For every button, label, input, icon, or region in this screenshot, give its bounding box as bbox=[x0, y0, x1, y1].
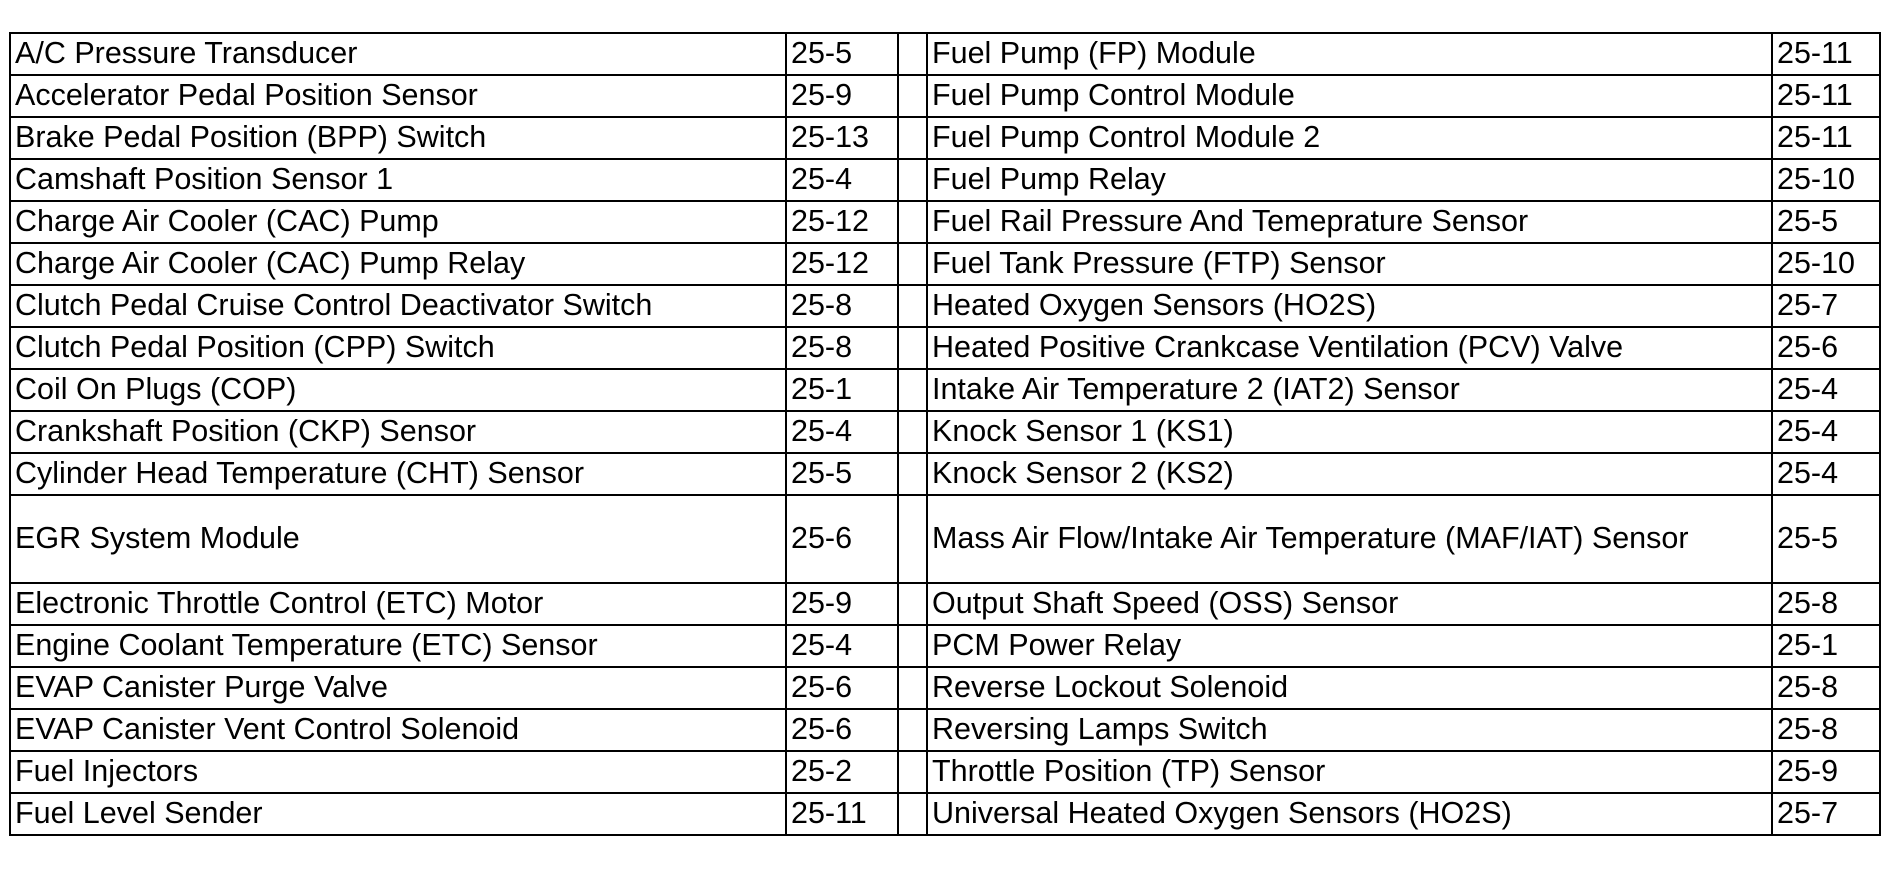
component-name-cell: Accelerator Pedal Position Sensor bbox=[10, 75, 786, 117]
component-name-cell: Throttle Position (TP) Sensor bbox=[927, 751, 1772, 793]
component-name-cell: Clutch Pedal Cruise Control Deactivator Switch bbox=[10, 285, 786, 327]
component-name-cell: Brake Pedal Position (BPP) Switch bbox=[10, 117, 786, 159]
page-reference-cell: 25-5 bbox=[786, 33, 898, 75]
page-reference-cell: 25-1 bbox=[1772, 625, 1880, 667]
component-name-cell: PCM Power Relay bbox=[927, 625, 1772, 667]
table-row bbox=[10, 201, 1880, 243]
component-name-cell: Fuel Injectors bbox=[10, 751, 786, 793]
column-separator bbox=[898, 369, 927, 411]
page-reference-cell: 25-4 bbox=[786, 625, 898, 667]
column-separator bbox=[898, 75, 927, 117]
table-row bbox=[10, 159, 1880, 201]
component-name-cell: Reverse Lockout Solenoid bbox=[927, 667, 1772, 709]
column-separator bbox=[898, 411, 927, 453]
page-reference-cell: 25-12 bbox=[786, 201, 898, 243]
column-separator bbox=[898, 495, 927, 583]
component-name-cell: Electronic Throttle Control (ETC) Motor bbox=[10, 583, 786, 625]
component-name-cell: Clutch Pedal Position (CPP) Switch bbox=[10, 327, 786, 369]
column-separator bbox=[898, 583, 927, 625]
component-name-cell: Fuel Pump Control Module bbox=[927, 75, 1772, 117]
column-separator bbox=[898, 709, 927, 751]
page-reference-cell: 25-6 bbox=[786, 667, 898, 709]
component-name-cell: Heated Positive Crankcase Ventilation (PCV) Valve bbox=[927, 327, 1772, 369]
table-row bbox=[10, 243, 1880, 285]
column-separator bbox=[898, 201, 927, 243]
component-name-cell: Cylinder Head Temperature (CHT) Sensor bbox=[10, 453, 786, 495]
component-name-cell: Charge Air Cooler (CAC) Pump bbox=[10, 201, 786, 243]
component-name-cell: Charge Air Cooler (CAC) Pump Relay bbox=[10, 243, 786, 285]
table-row bbox=[10, 583, 1880, 625]
column-separator bbox=[898, 625, 927, 667]
column-separator bbox=[898, 33, 927, 75]
component-name-cell: Mass Air Flow/Intake Air Temperature (MAF/IAT) Sensor bbox=[927, 495, 1772, 583]
page-reference-cell: 25-8 bbox=[786, 285, 898, 327]
page-reference-cell: 25-11 bbox=[1772, 117, 1880, 159]
page-reference-cell: 25-12 bbox=[786, 243, 898, 285]
table-row bbox=[10, 709, 1880, 751]
component-name-cell: Reversing Lamps Switch bbox=[927, 709, 1772, 751]
component-name-cell: Fuel Tank Pressure (FTP) Sensor bbox=[927, 243, 1772, 285]
table-row bbox=[10, 411, 1880, 453]
component-name-cell: Knock Sensor 1 (KS1) bbox=[927, 411, 1772, 453]
component-name-cell: Universal Heated Oxygen Sensors (HO2S) bbox=[927, 793, 1772, 835]
page-reference-cell: 25-6 bbox=[786, 709, 898, 751]
component-name-cell: EVAP Canister Vent Control Solenoid bbox=[10, 709, 786, 751]
component-name-cell: EGR System Module bbox=[10, 495, 786, 583]
page-reference-cell: 25-8 bbox=[786, 327, 898, 369]
component-name-cell: Fuel Level Sender bbox=[10, 793, 786, 835]
component-name-cell: A/C Pressure Transducer bbox=[10, 33, 786, 75]
column-separator bbox=[898, 285, 927, 327]
component-name-cell: EVAP Canister Purge Valve bbox=[10, 667, 786, 709]
page-reference-cell: 25-5 bbox=[1772, 495, 1880, 583]
table-row bbox=[10, 75, 1880, 117]
page-reference-cell: 25-4 bbox=[1772, 369, 1880, 411]
page-reference-cell: 25-2 bbox=[786, 751, 898, 793]
page-reference-cell: 25-7 bbox=[1772, 285, 1880, 327]
component-name-cell: Fuel Pump (FP) Module bbox=[927, 33, 1772, 75]
page-reference-cell: 25-8 bbox=[1772, 709, 1880, 751]
column-separator bbox=[898, 793, 927, 835]
page-reference-cell: 25-6 bbox=[786, 495, 898, 583]
column-separator bbox=[898, 751, 927, 793]
page-reference-cell: 25-5 bbox=[1772, 201, 1880, 243]
component-name-cell: Heated Oxygen Sensors (HO2S) bbox=[927, 285, 1772, 327]
table-row bbox=[10, 667, 1880, 709]
table-row bbox=[10, 369, 1880, 411]
page-reference-cell: 25-13 bbox=[786, 117, 898, 159]
page-reference-cell: 25-11 bbox=[786, 793, 898, 835]
component-name-cell: Engine Coolant Temperature (ETC) Sensor bbox=[10, 625, 786, 667]
page-reference-cell: 25-4 bbox=[1772, 411, 1880, 453]
table-row bbox=[10, 751, 1880, 793]
table-row bbox=[10, 453, 1880, 495]
table-row bbox=[10, 793, 1880, 835]
component-name-cell: Fuel Rail Pressure And Temeprature Sensor bbox=[927, 201, 1772, 243]
component-location-index-table bbox=[9, 32, 1881, 836]
component-name-cell: Crankshaft Position (CKP) Sensor bbox=[10, 411, 786, 453]
component-name-cell: Intake Air Temperature 2 (IAT2) Sensor bbox=[927, 369, 1772, 411]
component-name-cell: Coil On Plugs (COP) bbox=[10, 369, 786, 411]
table-row bbox=[10, 495, 1880, 583]
column-separator bbox=[898, 327, 927, 369]
page-reference-cell: 25-4 bbox=[1772, 453, 1880, 495]
component-name-cell: Knock Sensor 2 (KS2) bbox=[927, 453, 1772, 495]
page-reference-cell: 25-5 bbox=[786, 453, 898, 495]
page-reference-cell: 25-8 bbox=[1772, 667, 1880, 709]
page-reference-cell: 25-6 bbox=[1772, 327, 1880, 369]
page-reference-cell: 25-11 bbox=[1772, 75, 1880, 117]
component-name-cell: Output Shaft Speed (OSS) Sensor bbox=[927, 583, 1772, 625]
component-name-cell: Fuel Pump Control Module 2 bbox=[927, 117, 1772, 159]
component-name-cell: Fuel Pump Relay bbox=[927, 159, 1772, 201]
page-reference-cell: 25-9 bbox=[786, 583, 898, 625]
table-row bbox=[10, 625, 1880, 667]
table-row bbox=[10, 327, 1880, 369]
page-reference-cell: 25-7 bbox=[1772, 793, 1880, 835]
page-reference-cell: 25-8 bbox=[1772, 583, 1880, 625]
page-reference-cell: 25-4 bbox=[786, 159, 898, 201]
page-reference-cell: 25-10 bbox=[1772, 243, 1880, 285]
column-separator bbox=[898, 243, 927, 285]
table-row bbox=[10, 117, 1880, 159]
table-row bbox=[10, 285, 1880, 327]
column-separator bbox=[898, 453, 927, 495]
page-reference-cell: 25-4 bbox=[786, 411, 898, 453]
page-reference-cell: 25-11 bbox=[1772, 33, 1880, 75]
page-reference-cell: 25-9 bbox=[786, 75, 898, 117]
component-name-cell: Camshaft Position Sensor 1 bbox=[10, 159, 786, 201]
page-reference-cell: 25-10 bbox=[1772, 159, 1880, 201]
page-reference-cell: 25-1 bbox=[786, 369, 898, 411]
table-row bbox=[10, 33, 1880, 75]
column-separator bbox=[898, 117, 927, 159]
page-reference-cell: 25-9 bbox=[1772, 751, 1880, 793]
column-separator bbox=[898, 159, 927, 201]
column-separator bbox=[898, 667, 927, 709]
